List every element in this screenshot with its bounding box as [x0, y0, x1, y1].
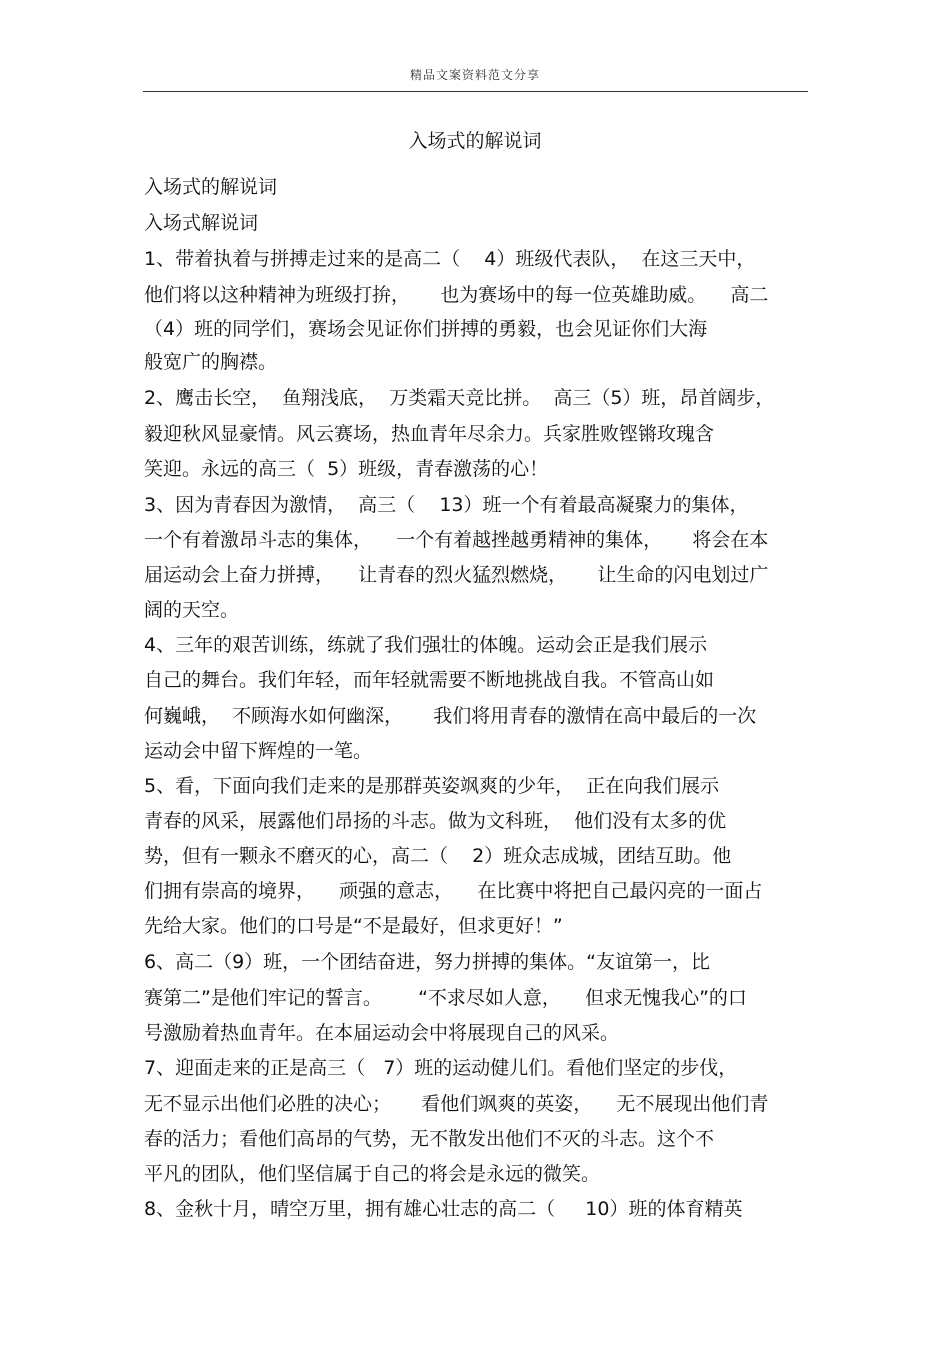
body-line: 5、看，下面向我们走来的是那群英姿飒爽的少年， 正在向我们展示: [144, 775, 720, 797]
body-line: 青春的风采，展露他们昂扬的斗志。做为文科班， 他们没有太多的优: [144, 810, 727, 832]
body-line: 阔的天空。: [144, 599, 240, 621]
body-line: 何巍峨， 不顾海水如何幽深， 我们将用青春的激情在高中最后的一次: [144, 705, 757, 727]
body-line: 般宽广的胸襟。: [144, 351, 278, 373]
body-line: 入场式解说词: [144, 212, 259, 234]
body-line: 毅迎秋风显豪情。风云赛场，热血青年尽余力。兵家胜败铿锵玫瑰含: [144, 423, 715, 445]
body-line: 笑迎。永远的高三（ 5）班级，青春激荡的心！: [144, 458, 549, 480]
page-header: 精品文案资料范文分享: [409, 68, 540, 82]
body-line: 春的活力；看他们高昂的气势，无不散发出他们不灭的斗志。这个不: [144, 1128, 715, 1150]
body-line: 先给大家。他们的口号是“不是最好，但求更好！”: [144, 915, 563, 937]
body-line: 入场式的解说词: [144, 176, 278, 198]
body-line: 无不显示出他们必胜的决心； 看他们飒爽的英姿， 无不展现出他们青: [144, 1093, 769, 1115]
body-line: 号激励着热血青年。在本届运动会中将展现自己的风采。: [144, 1022, 620, 1044]
body-line: 8、金秋十月，晴空万里，拥有雄心壮志的高二（ 10）班的体育精英: [144, 1198, 743, 1220]
body-line: 届运动会上奋力拼搏， 让青春的烈火猛烈燃烧， 让生命的闪电划过广: [144, 564, 769, 586]
body-line: 3、因为青春因为激情， 高三（ 13）班一个有着最高凝聚力的集体，: [144, 494, 749, 516]
body-line: 自己的舞台。我们年轻，而年轻就需要不断地挑战自我。不管高山如: [144, 669, 715, 691]
body-line: 运动会中留下辉煌的一笔。: [144, 740, 373, 762]
body-line: 们拥有崇高的境界， 顽强的意志， 在比赛中将把自己最闪亮的一面占: [144, 880, 763, 902]
body-line: 4、三年的艰苦训练，练就了我们强壮的体魄。运动会正是我们展示: [144, 634, 708, 656]
body-line: 一个有着激昂斗志的集体， 一个有着越挫越勇精神的集体， 将会在本: [144, 529, 769, 551]
body-line: 6、高二（9）班，一个团结奋进，努力拼搏的集体。“友谊第一，比: [144, 951, 711, 973]
body-line: 1、带着执着与拼搏走过来的是高二（ 4）班级代表队， 在这三天中，: [144, 248, 756, 270]
document-title: 入场式的解说词: [408, 130, 542, 152]
body-line: 平凡的团队，他们坚信属于自己的将会是永远的微笑。: [144, 1163, 601, 1185]
body-line: 7、迎面走来的正是高三（ 7）班的运动健儿们。看他们坚定的步伐，: [144, 1057, 738, 1079]
body-line: 他们将以这种精神为班级打拚， 也为赛场中的每一位英雄助威。 高二: [144, 284, 769, 306]
body-line: 2、鹰击长空， 鱼翔浅底， 万类霜天竞比拼。 高三（5）班，昂首阔步，: [144, 387, 775, 409]
body-line: 势，但有一颗永不磨灭的心，高二（ 2）班众志成城，团结互助。他: [144, 845, 732, 867]
header-divider: [143, 91, 808, 92]
body-line: （4）班的同学们，赛场会见证你们拼搏的勇毅，也会见证你们大海: [144, 318, 708, 340]
body-line: 赛第二”是他们牢记的誓言。 “不求尽如人意， 但求无愧我心”的口: [144, 987, 747, 1009]
